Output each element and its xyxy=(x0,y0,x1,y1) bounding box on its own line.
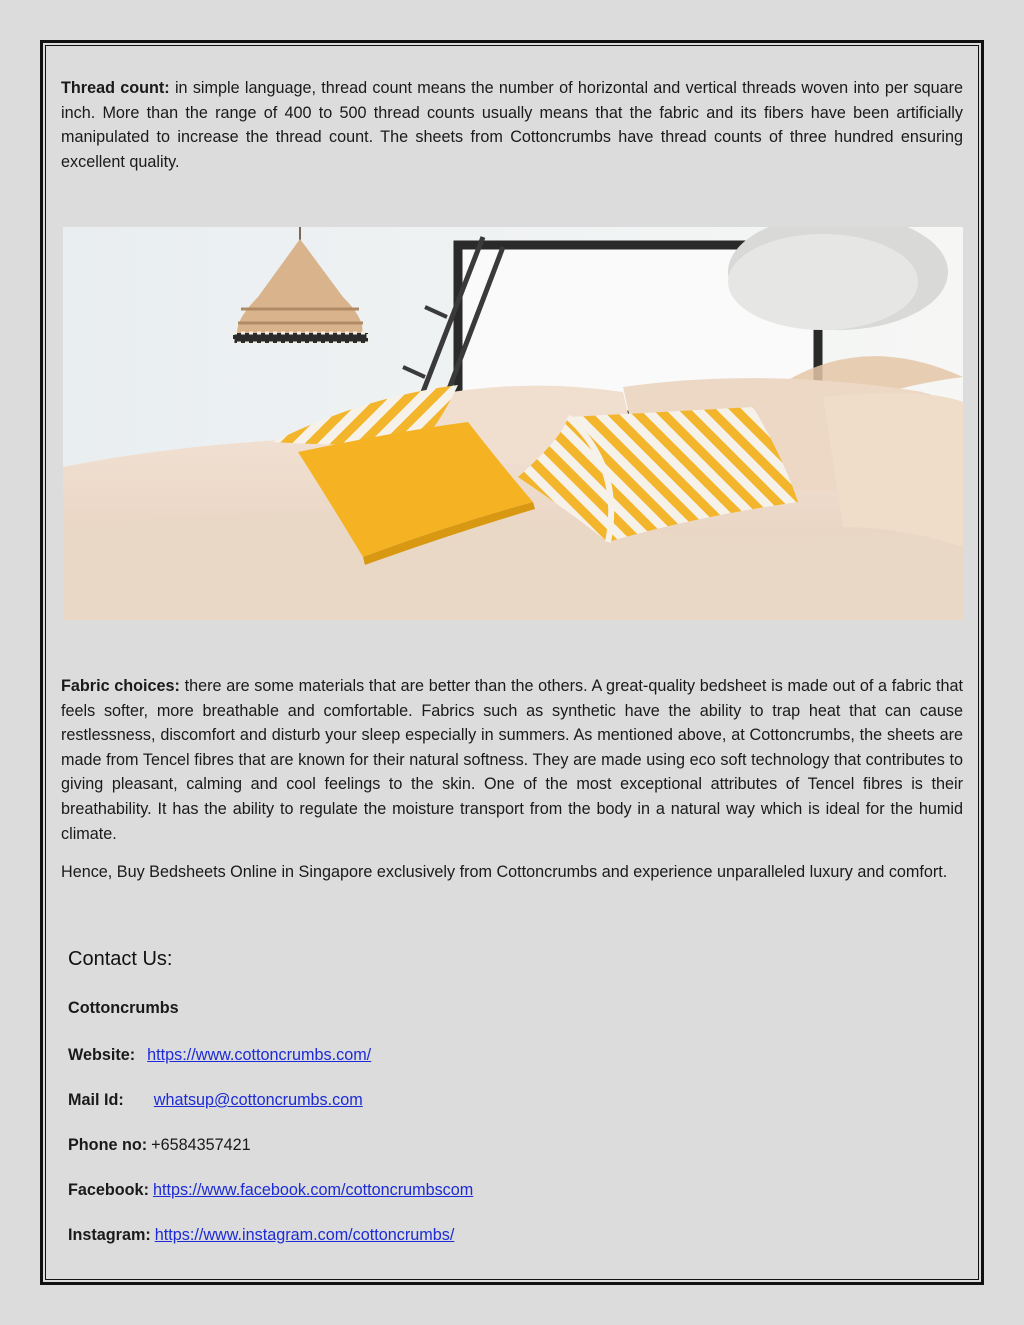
instagram-link[interactable]: https://www.instagram.com/cottoncrumbs/ xyxy=(154,1226,455,1244)
bedroom-photo xyxy=(63,227,963,620)
thread-count-heading: Thread count: xyxy=(61,79,170,97)
company-name: Cottoncrumbs xyxy=(68,999,179,1017)
thread-count-paragraph xyxy=(61,76,963,174)
thread-count-text: in simple language, thread count means the number of horizontal and vertical threads woven into per square inch. More than the range of 400 to 500 thread counts usually means that the fabric and its fibers have been artificially manipulated to increase the thread count. The sheets from Cottoncrumbs have thread counts of three hundred ensuring excellent quality. xyxy=(61,79,963,171)
website-row xyxy=(68,1044,371,1066)
fabric-choices-heading: Fabric choices: xyxy=(61,677,180,695)
phone-number: +6584357421 xyxy=(151,1136,251,1154)
fabric-choices-paragraph xyxy=(61,674,963,846)
fabric-choices-text: there are some materials that are better than the others. A great-quality bedsheet is made out of a fabric that feels softer, more breathable and comfortable. Fabrics such as synthetic have the ability to trap heat that can cause restlessness, discomfort and disturb your sleep especially in summers. As mentioned above, at Cottoncrumbs, the sheets are made from Tencel fibres that are known for their natural softness. They are made using eco soft technology that contributes to giving pleasant, calming and cool feelings to the skin. One of the most exceptional attributes of Tencel fibres is their breathability. It has the ability to regulate the moisture transport from the body in a natural way which is ideal for the humid climate. xyxy=(61,677,963,843)
facebook-row xyxy=(68,1179,473,1201)
instagram-row xyxy=(68,1224,454,1246)
mail-link[interactable]: whatsup@cottoncrumbs.com xyxy=(153,1091,363,1109)
website-label: Website: xyxy=(68,1046,136,1064)
closing-paragraph: Hence, Buy Bedsheets Online in Singapore exclusively from Cottoncrumbs and experience unparalleled luxury and comfort. xyxy=(61,863,948,881)
facebook-link[interactable]: https://www.facebook.com/cottoncrumbscom xyxy=(152,1181,474,1199)
phone-row xyxy=(68,1134,251,1156)
mail-label: Mail Id: xyxy=(68,1091,124,1109)
contact-heading: Contact Us: xyxy=(68,948,173,970)
instagram-label: Instagram: xyxy=(68,1226,151,1244)
website-link[interactable]: https://www.cottoncrumbs.com/ xyxy=(147,1046,372,1064)
phone-label: Phone no: xyxy=(68,1136,148,1154)
mail-row xyxy=(68,1089,363,1111)
facebook-label: Facebook: xyxy=(68,1181,149,1199)
